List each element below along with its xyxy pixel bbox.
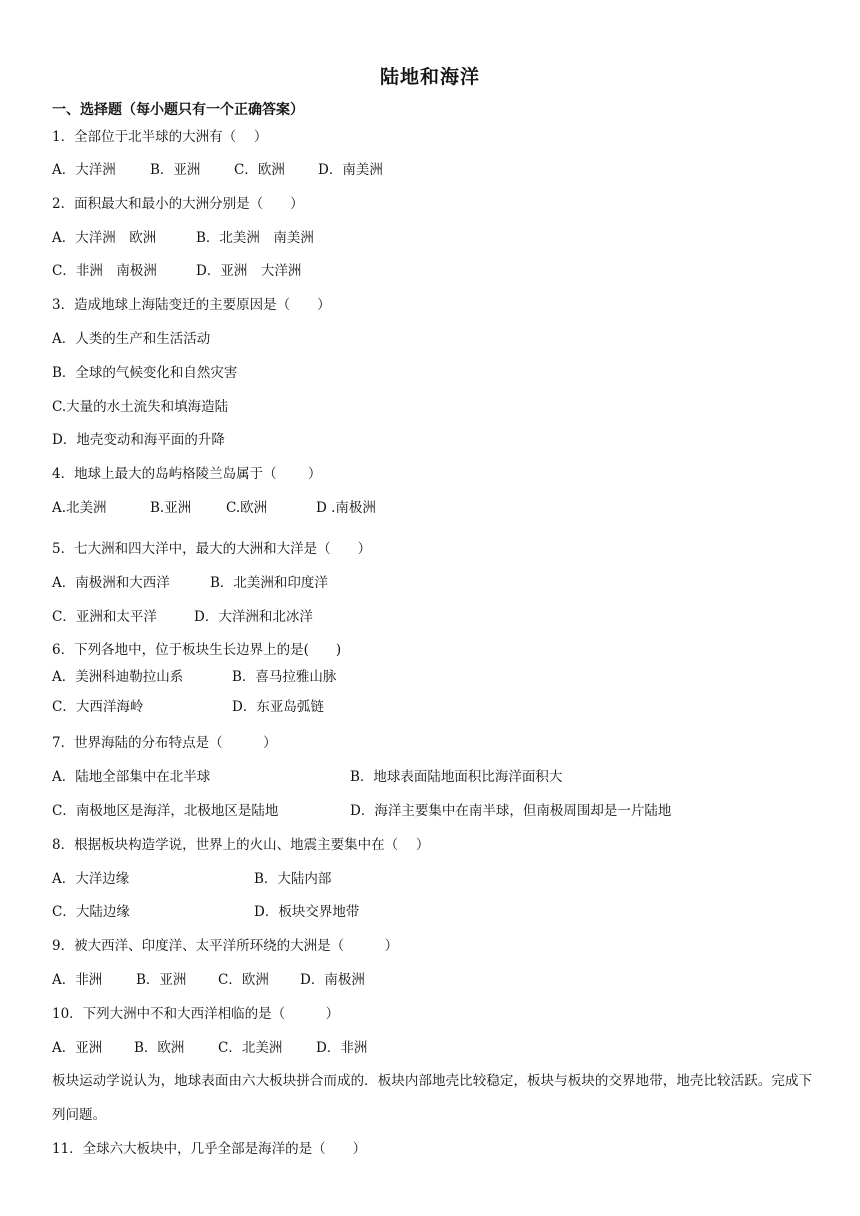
option: D．海洋主要集中在南半球，但南极周围却是一片陆地 <box>350 803 672 819</box>
option: C．南极地区是海洋，北极地区是陆地 <box>52 803 279 819</box>
option: B．北美洲 南美洲 <box>196 230 314 246</box>
option-row <box>52 870 812 888</box>
option: B．喜马拉雅山脉 <box>232 669 337 685</box>
option: C．大陆边缘 <box>52 904 130 920</box>
question-stem: 11．全球六大板块中，几乎全部是海洋的是（ ） <box>52 1141 367 1157</box>
option: A.北美洲 <box>52 500 107 516</box>
option: B．大陆内部 <box>254 871 332 887</box>
question-stem: 3．造成地球上海陆变迁的主要原因是（ ） <box>52 297 331 313</box>
option: B．亚洲 <box>150 162 201 178</box>
option: C．大西洋海岭 <box>52 699 144 715</box>
option: C．北美洲 <box>218 1040 283 1056</box>
option: A．大洋洲 欧洲 <box>52 230 157 246</box>
option: C．亚洲和太平洋 <box>52 609 157 625</box>
question-stem: 6．下列各地中，位于板块生长边界上的是( ) <box>52 642 342 658</box>
option: D．南美洲 <box>318 162 383 178</box>
option: B．全球的气候变化和自然灾害 <box>52 365 238 381</box>
reading-passage: 板块运动学说认为，地球表面由六大板块拼合而成的．板块内部地壳比较稳定，板块与板块的交界地带，地壳比较活跃。完成下列问题。 <box>52 1073 812 1123</box>
option: D．板块交界地带 <box>254 904 360 920</box>
question-stem: 10．下列大洲中不和大西洋相临的是（ ） <box>52 1006 340 1022</box>
option-row <box>52 499 812 517</box>
option: A．人类的生产和生活活动 <box>52 331 211 347</box>
option: A．亚洲 <box>52 1040 103 1056</box>
option-row <box>52 698 812 716</box>
question-stem: 2．面积最大和最小的大洲分别是（ ） <box>52 196 304 212</box>
option-row <box>52 229 812 247</box>
option-row <box>52 768 812 786</box>
option-row <box>52 802 812 820</box>
option: D .南极洲 <box>316 500 376 516</box>
option: A．美洲科迪勒拉山系 <box>52 669 184 685</box>
question-stem: 8．根据板块构造学说，世界上的火山、地震主要集中在（ ） <box>52 837 430 853</box>
option: A．南极洲和大西洋 <box>52 575 170 591</box>
question-stem: 5．七大洲和四大洋中，最大的大洲和大洋是（ ） <box>52 541 372 557</box>
option: D．地壳变动和海平面的升降 <box>52 432 225 448</box>
option-row <box>52 1039 812 1057</box>
option: B．欧洲 <box>134 1040 185 1056</box>
question-stem: 4．地球上最大的岛屿格陵兰岛属于（ ） <box>52 466 322 482</box>
question-stem: 7．世界海陆的分布特点是（ ） <box>52 735 277 751</box>
option: D．亚洲 大洋洲 <box>196 263 302 279</box>
option: B．地球表面陆地面积比海洋面积大 <box>350 769 563 785</box>
option-row <box>52 971 812 989</box>
option: C.欧洲 <box>226 500 268 516</box>
option: A．非洲 <box>52 972 103 988</box>
option: D．东亚岛弧链 <box>232 699 324 715</box>
option-row <box>52 262 812 280</box>
page-title: 陆地和海洋 <box>379 66 480 88</box>
option: C．非洲 南极洲 <box>52 263 157 279</box>
option: D．南极洲 <box>300 972 365 988</box>
option: A．陆地全部集中在北半球 <box>52 769 211 785</box>
option: B．北美洲和印度洋 <box>210 575 328 591</box>
option: D．大洋洲和北冰洋 <box>194 609 313 625</box>
option: A．大洋洲 <box>52 162 116 178</box>
option-row <box>52 161 812 179</box>
option-row <box>52 668 812 686</box>
option-row <box>52 608 812 626</box>
option: B．亚洲 <box>136 972 187 988</box>
option: C．欧洲 <box>234 162 285 178</box>
question-stem: 9．被大西洋、印度洋、太平洋所环绕的大洲是（ ） <box>52 938 399 954</box>
question-stem: 1．全部位于北半球的大洲有（ ） <box>52 129 268 145</box>
option: A．大洋边缘 <box>52 871 130 887</box>
option: D．非洲 <box>316 1040 368 1056</box>
option: C．欧洲 <box>218 972 269 988</box>
option-row <box>52 903 812 921</box>
option: C.大量的水土流失和填海造陆 <box>52 399 229 415</box>
option-row <box>52 574 812 592</box>
option: B.亚洲 <box>150 500 192 516</box>
section-heading: 一、选择题（每小题只有一个正确答案） <box>52 102 304 118</box>
